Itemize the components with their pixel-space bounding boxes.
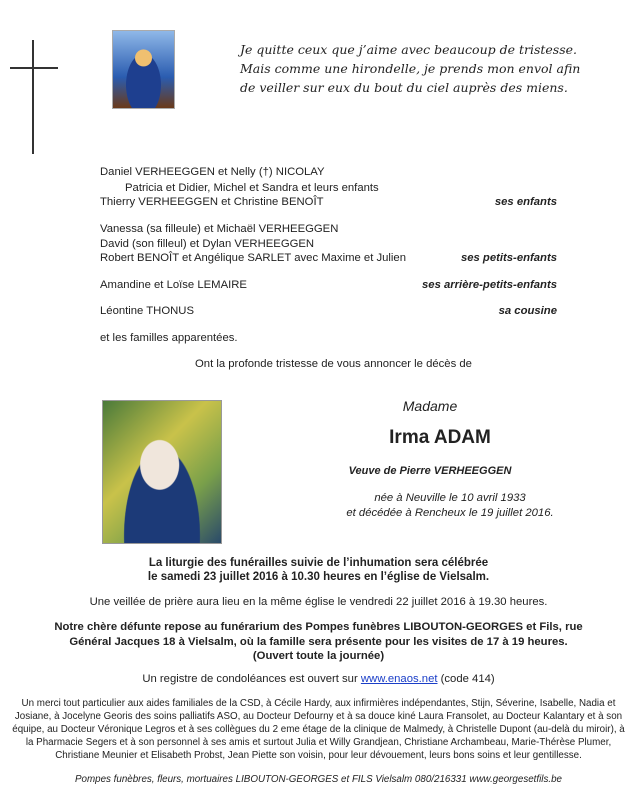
thanks-paragraph xyxy=(0,697,637,762)
thanks-line: Christiane Meunier et Elisabeth Probst, Jean Piette son voisin, pour leur dévouement, leurs bons soins et leur gentillesse. xyxy=(55,750,582,761)
madonna-image xyxy=(112,30,175,109)
birth-info: née à Neuville le 10 avril 1933 xyxy=(374,492,526,504)
family-line: Patricia et Didier, Michel et Sandra et leurs enfants xyxy=(125,182,379,194)
family-line: et les familles apparentées. xyxy=(100,332,238,344)
deceased-photo xyxy=(102,400,222,544)
family-line: David (son filleul) et Dylan VERHEEGGEN xyxy=(100,238,315,250)
thanks-line: Un merci tout particulier aux aides familiales de la CSD, à Cécile Hardy, aux infirmières indépendantes, Stijn, Séverine, Isabelle, Nadia et xyxy=(21,698,616,709)
cross-icon xyxy=(32,40,34,154)
thanks-line: la Pharmacie Segers et à son personnel à ses amis et surtout Julia et Willy Grandjean, Christiane Archambeau, Marie-Thérèse Plumer, xyxy=(25,737,612,748)
thanks-line: équipe, au Docteur Véronique Legros et à ses collègues du 2 eme étage de la clinique de Malmedy, à Christelle Dupont (au-delà du miroir), à xyxy=(12,724,625,735)
relation-label: ses enfants xyxy=(494,196,557,208)
quote-line: Je quitte ceux que j’aime avec beaucoup de tristesse. xyxy=(240,42,578,57)
family-line: Amandine et Loïse LEMAIRE xyxy=(100,279,247,291)
quote-line: de veiller sur eux du bout du ciel auprès des miens. xyxy=(240,80,568,95)
rest-line: (Ouvert toute la journée) xyxy=(252,650,385,662)
cross-icon-bar xyxy=(10,67,58,69)
deceased-name: Irma ADAM xyxy=(389,427,491,448)
register-code: (code 414) xyxy=(437,673,495,685)
register-info xyxy=(0,673,637,685)
family-line: Robert BENOÎT et Angélique SARLET avec Maxime et Julien xyxy=(100,252,407,264)
rest-line: Notre chère défunte repose au funérarium des Pompes funèbres LIBOUTON-GEORGES et Fils, rue xyxy=(54,621,583,633)
register-text: Un registre de condoléances est ouvert sur xyxy=(142,673,361,685)
quote-line: Mais comme une hirondelle, je prends mon envol afin xyxy=(240,61,581,76)
widow-of: Veuve de Pierre VERHEEGGEN xyxy=(348,465,512,477)
family-line: Daniel VERHEEGGEN et Nelly (†) NICOLAY xyxy=(100,166,325,178)
death-info: et décédée à Rencheux le 19 juillet 2016. xyxy=(346,507,554,519)
enaos-link[interactable]: www.enaos.net xyxy=(360,673,438,685)
liturgy-line: le samedi 23 juillet 2016 à 10.30 heures en l’église de Vielsalm. xyxy=(147,571,490,583)
relation-label: ses arrière-petits-enfants xyxy=(422,279,557,291)
footer-funeral-home: Pompes funèbres, fleurs, mortuaires LIBOUTON-GEORGES et FILS Vielsalm 080/216331 www.georgesetfils.be xyxy=(75,774,562,785)
liturgy-line: La liturgie des funérailles suivie de l’inhumation sera célébrée xyxy=(148,557,489,569)
family-line: Léontine THONUS xyxy=(100,305,194,317)
deceased-title: Madame xyxy=(402,398,458,414)
relation-label: ses petits-enfants xyxy=(460,252,557,264)
family-line: Thierry VERHEEGGEN et Christine BENOÎT xyxy=(100,196,324,208)
family-line: Vanessa (sa filleule) et Michaël VERHEEGGEN xyxy=(100,223,339,235)
memorial-quote xyxy=(240,40,581,97)
announcement: Ont la profonde tristesse de vous annoncer le décès de xyxy=(195,358,472,370)
thanks-line: Josiane, à Jocelyne Georis des soins palliatifs ASO, au Docteur Defourny et à sa douce kiné Laura Fransolet, au Docteur Kalantary et à son xyxy=(14,711,623,722)
vigil-info: Une veillée de prière aura lieu en la même église le vendredi 22 juillet 2016 à 19.30 heures. xyxy=(89,596,548,608)
relation-label: sa cousine xyxy=(498,305,557,317)
rest-line: Général Jacques 18 à Vielsalm, où la famille sera présente pour les visites de 17 à 19 heures. xyxy=(69,636,568,648)
